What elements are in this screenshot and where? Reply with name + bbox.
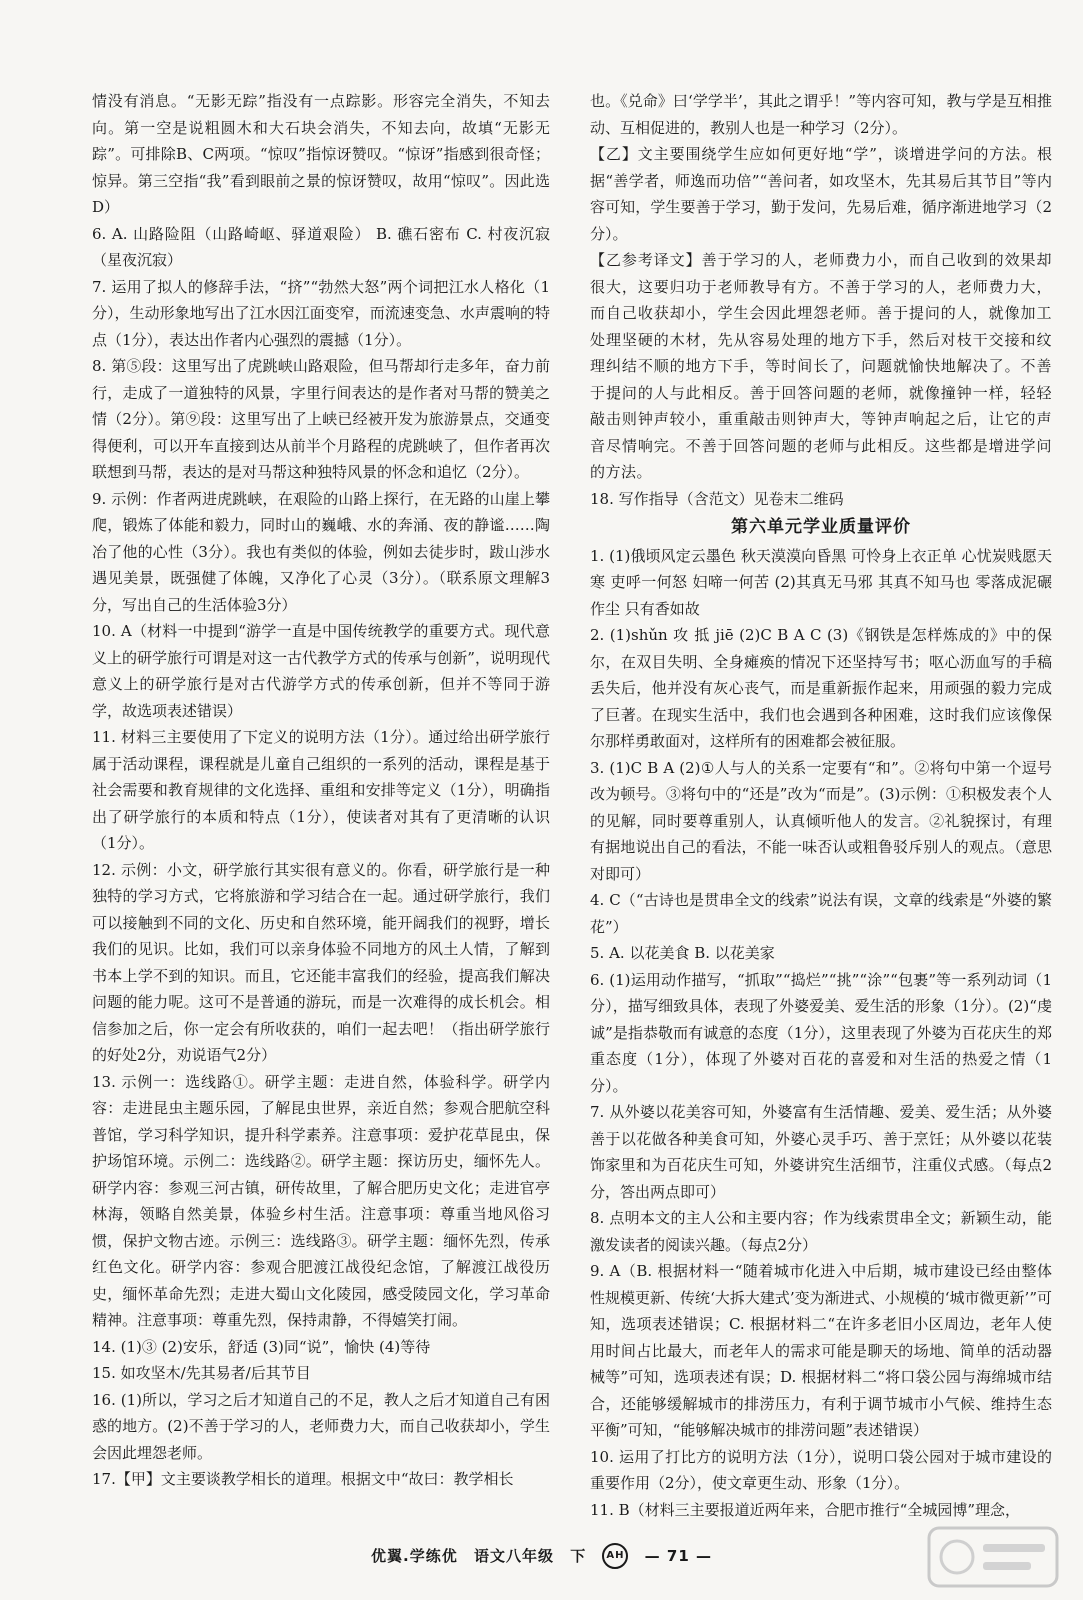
answer-12: 12. 示例：小文，研学旅行其实很有意义的。你看，研学旅行是一种独特的学习方式，它将旅游和学习结合在一起。通过研学旅行，我们可以接触到不同的文化、历史和自然环境，能开阔我们的视野，增长我们的见识。比如，我们可以亲身体验不同地方的风土人情，了解到书本上学不到的知识。而且，它还能丰富我们的经验，提高我们解决问题的能力呢。这可不是普通的游玩，而是一次难得的成长机会。相信参加之后，你一定会有所收获的，咱们一起去吧！（指出研学旅行的好处2分，劝说语气2分）	[92, 860, 550, 1064]
unit6-answer-8: 8. 点明本文的主人公和主要内容；作为线索贯串全文；新颖生动，能激发读者的阅读兴趣。（每点2分）	[590, 1209, 1052, 1254]
unit6-answer-4: 4. C（“古诗也是贯串全文的线索”说法有误，文章的线索是“外婆的繁花”）	[590, 891, 1052, 936]
unit6-answer-6: 6. (1)运用动作描写，“抓取”“捣烂”“挑”“涂”“包裹”等一系列动词（1分），描写细致具体，表现了外婆爱美、爱生活的形象（1分）。(2)“虔诚”是指恭敬而有诚意的态度（1分），这里表现了外婆为百花庆生的郑重态度（1分），体现了外婆对百花的喜爱和对生活的热爱之情（1分）。	[590, 970, 1052, 1095]
left-column	[92, 88, 550, 1493]
footer-subject: 语文八年级	[473, 1546, 554, 1565]
unit6-answer-1: 1. (1)俄顷风定云墨色 秋天漠漠向昏黑 可怜身上衣正单 心忧炭贱愿天寒 吏呼一何怒 妇啼一何苦 (2)其真无马邪 其真不知马也 零落成泥碾作尘 只有香如故	[590, 546, 1052, 618]
answer-18: 18. 写作指导（含范文）见卷末二维码	[590, 489, 844, 508]
left-para-cont: 情没有消息。“无影无踪”指没有一点踪影。形容完全消失，不知去向。第一空是说粗圆木和大石块会消失，不知去向，故填“无影无踪”。可排除B、C两项。“惊叹”指惊讶赞叹。“惊讶”指感到很奇怪；惊异。第三空指“我”看到眼前之景的惊讶赞叹，故用“惊叹”。因此选D）	[92, 92, 550, 216]
unit6-answer-2: 2. (1)shǔn 攻 抵 jiē (2)C B A C (3)《钢铁是怎样炼成的》中的保尔，在双目失明、全身瘫痪的情况下还坚持写书；呕心沥血写的手稿丢失后，他并没有灰心丧气，而是重新振作起来，用顽强的毅力完成了巨著。在现实生活中，我们也会遇到各种困难，这时我们应该像保尔那样勇敢面对，这样所有的困难都会被征服。	[590, 626, 1052, 750]
answer-7: 7. 运用了拟人的修辞手法，“挤”“勃然大怒”两个词把江水人格化（1分），生动形象地写出了江水因江面变窄，而流速变急、水声震响的特点（1分），表达出作者内心强烈的震撼（1分）。	[92, 277, 550, 349]
answer-17-yi: 【乙】文主要围绕学生应如何更好地“学”，谈增进学问的方法。根据“善学者，师逸而功倍”“善问者，如攻坚木，先其易后其节目”等内容可知，学生要善于学习，勤于发问，先易后难，循序渐进地学习（2分）。	[590, 145, 1052, 243]
answer-17-cont: 也。《兑命》曰‘学学半’，其此之谓乎！”等内容可知，教与学是互相推动、互相促进的，教别人也是一种学习（2分）。	[590, 92, 1052, 137]
footer-term: 下	[570, 1546, 587, 1565]
unit6-answer-3: 3. (1)C B A (2)①人与人的关系一定要有“和”。②将句中第一个逗号改为顿号。③将句中的“还是”改为“而是”。(3)示例：①积极发表个人的见解，同时要尊重别人，认真倾听他人的发言。②礼貌探讨，有理有据地说出自己的看法，不能一味否认或粗鲁驳斥别人的观点。（意思对即可）	[590, 758, 1052, 883]
answer-15: 15. 如攻坚木/先其易者/后其节目	[92, 1364, 311, 1382]
page-footer	[0, 1543, 1083, 1569]
answer-11: 11. 材料三主要使用了下定义的说明方法（1分）。通过给出研学旅行属于活动课程，课程就是儿童自己组织的一系列的活动，课程是基于社会需要和教育规律的文化选择、重组和安排等定义（1分），明确指出了研学旅行的本质和特点（1分），使读者对其有了更清晰的认识（1分）。	[92, 728, 550, 852]
page-number: — 71 —	[644, 1546, 712, 1565]
unit6-answer-5: 5. A. 以花美食 B. 以花美家	[590, 944, 775, 962]
answer-8: 8. 第⑤段：这里写出了虎跳峡山路艰险，但马帮却行走多年，奋力前行，走成了一道独特的风景，字里行间表达的是作者对马帮的赞美之情（2分）。第⑨段：这里写出了上峡已经被开发为旅游景点，交通变得便利，可以开车直接到达从前半个月路程的虎跳峡了，但作者再次联想到马帮，表达的是对马帮这种独特风景的怀念和追忆（2分）。	[92, 357, 550, 481]
unit6-answer-10: 10. 运用了打比方的说明方法（1分），说明口袋公园对于城市建设的重要作用（2分），使文章更生动、形象（1分）。	[590, 1447, 1052, 1492]
answer-6: 6. A. 山路险阻（山路崎岖、驿道艰险） B. 礁石密布 C. 村夜沉寂（星夜沉寂）	[92, 224, 550, 269]
reference-translation: 【乙参考译文】善于学习的人，老师费力小，而自己收到的效果却很大，这要归功于老师教导有方。不善于学习的人，老师费力大，而自己收获却小，学生会因此埋怨老师。善于提问的人，就像加工处理坚硬的木材，先从容易处理的地方下手，然后对枝干交接和纹理纠结不顺的地方下手，等时间长了，问题就愉快地解决了。不善于提问的人与此相反。善于回答问题的老师，就像撞钟一样，轻轻敲击则钟声较小，重重敲击则钟声大，等钟声响起之后，让它的声音尽情响完。不善于回答问题的老师与此相反。这些都是增进学问的方法。	[590, 251, 1052, 481]
answer-9: 9. 示例：作者两进虎跳峡，在艰险的山路上探行，在无路的山崖上攀爬，锻炼了体能和毅力，同时山的巍峨、水的奔涌、夜的静谧……陶冶了他的心性（3分）。我也有类似的体验，例如去徒步时，跋山涉水遇见美景，既强健了体魄，又净化了心灵（3分）。（联系原文理解3分，写出自己的生活体验3分）	[92, 489, 550, 614]
ah-badge-icon: AH	[602, 1543, 628, 1569]
unit6-answer-11-start: 11. B（材料三主要报道近两年来，合肥市推行“全城园博”理念，	[590, 1500, 1020, 1519]
answer-14: 14. (1)③ (2)安乐，舒适 (3)同“说”，愉快 (4)等待	[92, 1337, 431, 1356]
unit6-answer-9: 9. A（B. 根据材料一“随着城市化进入中后期，城市建设已经由整体性规模更新、传统‘大拆大建式’变为渐进式、小规模的‘城市微更新’”可知，选项表述错误；C. 根据材料二“在许多老旧小区周边，老年人使用时间占比最大，而老年人的需求可能是聊天的场地、简单的活动器械等”可知，选项表述有误；D. 根据材料二“将口袋公园与海绵城市结合，还能够缓解城市的排涝压力，有利于调节城市小气候、维持生态平衡”可知，“能够解决城市的排涝问题”表述错误）	[590, 1262, 1052, 1439]
answer-13: 13. 示例一：选线路①。研学主题：走进自然，体验科学。研学内容：走进昆虫主题乐园，了解昆虫世界，亲近自然；参观合肥航空科普馆，学习科学知识，提升科学素养。注意事项：爱护花草昆虫，保护场馆环境。示例二：选线路②。研学主题：探访历史，缅怀先人。研学内容：参观三河古镇，研传故里，了解合肥历史文化；走进官亭林海，领略自然美景，体验乡村生活。注意事项：尊重当地风俗习惯，保护文物古迹。示例三：选线路③。研学主题：缅怀先烈，传承红色文化。研学内容：参观合肥渡江战役纪念馆，了解渡江战役历史，缅怀革命先烈；走进大蜀山文化陵园，感受陵园文化，学习革命精神。注意事项：尊重先烈，保持肃静，不得嬉笑打闹。	[92, 1072, 550, 1329]
watermark-logo-icon	[923, 1522, 1063, 1592]
answer-10: 10. A（材料一中提到“游学一直是中国传统教学的重要方式。现代意义上的研学旅行可谓是对这一古代教学方式的传承与创新”，说明现代意义上的研学旅行是对古代游学方式的传承创新，但并不等同于游学，故选项表述错误）	[92, 622, 550, 720]
right-column	[590, 88, 1052, 1523]
answer-17-start: 17.【甲】文主要谈教学相长的道理。根据文中“故曰：教学相长	[92, 1470, 514, 1488]
answer-16: 16. (1)所以，学习之后才知道自己的不足，教人之后才知道自己有困惑的地方。(2)不善于学习的人，老师费力大，而自己收获却小，学生会因此埋怨老师。	[92, 1390, 550, 1462]
footer-brand: 优翼.学练优	[371, 1546, 458, 1565]
unit6-answer-7: 7. 从外婆以花美容可知，外婆富有生活情趣、爱美、爱生活；从外婆善于以花做各种美食可知，外婆心灵手巧、善于烹饪；从外婆以花装饰家里和为百花庆生可知，外婆讲究生活细节，注重仪式感。（每点2分，答出两点即可）	[590, 1103, 1052, 1201]
section-title: 第六单元学业质量评价	[731, 517, 911, 537]
